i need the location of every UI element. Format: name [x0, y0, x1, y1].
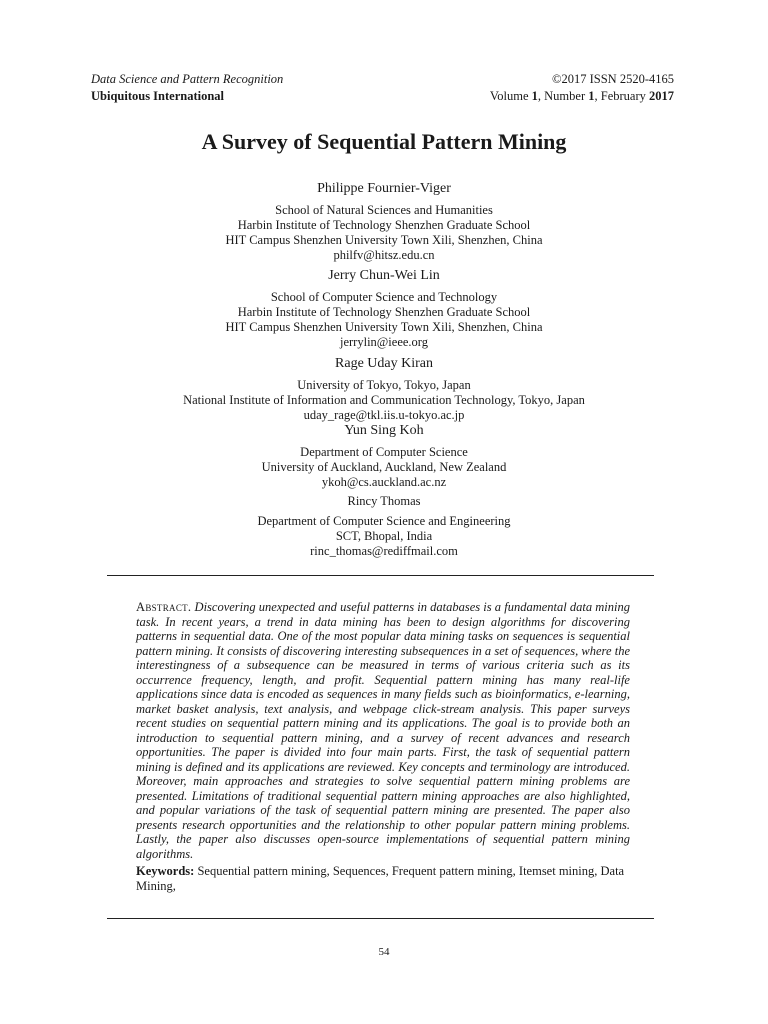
paper-title: A Survey of Sequential Pattern Mining [201, 129, 567, 154]
affiliation-line: Department of Computer Science [300, 445, 468, 459]
keywords-text: Sequential pattern mining, Sequences, Frequent pattern mining, Itemset mining, Data Mining, [136, 864, 625, 893]
author-affiliation [0, 378, 768, 423]
keywords-paragraph [136, 864, 630, 893]
journal-name: Data Science and Pattern Recognition [91, 72, 284, 86]
author-affiliation [0, 290, 768, 350]
author-affiliation [0, 445, 768, 490]
abstract-block [136, 600, 630, 893]
abstract-text: Discovering unexpected and useful patterns in databases is a fundamental data mining task. In recent years, a trend in data mining has been to design algorithms for discovering patterns in sequential data. One of the most popular data mining tasks on sequences is sequential pattern mining. It consists of discovering interesting subsequences in a set of sequences, where the interestingness of a subsequence can be measured in terms of various criteria such as its occurrence frequency, length, and profit. Sequential pattern mining has many real-life applications since data is encoded as sequences in many fields such as bioinformatics, e-learning, market basket analysis, text analysis, and webpage click-stream analysis. This paper surveys recent studies on sequential pattern mining and its applications. The goal is to provide both an introduction to sequential pattern mining, and a survey of recent advances and research opportunities. The paper is divided into four main parts. First, the task of sequential pattern mining is defined and its applications are reviewed. Key concepts and terminology are introduced. Moreover, main approaches and strategies to solve sequential pattern mining problems are presented. Limitations of traditional sequential pattern mining approaches are also highlighted, and popular variations of the task of sequential pattern mining are presented. The paper also presents research opportunities and the relationship to other popular pattern mining problems. Lastly, the paper also discusses open-source implementations of sequential pattern mining algorithms. [136, 600, 630, 861]
abstract-paragraph [136, 600, 630, 861]
affiliation-line: School of Natural Sciences and Humanities [275, 203, 493, 217]
affiliation-line: HIT Campus Shenzhen University Town Xili, Shenzhen, China [225, 320, 543, 334]
volume-number: 1 [531, 89, 538, 103]
volume-label: Volume [489, 89, 532, 103]
author-email: jerrylin@ieee.org [340, 335, 428, 349]
date-label: , February [594, 89, 649, 103]
author-affiliation [0, 514, 768, 559]
abstract-label: Abstract. [136, 600, 192, 614]
author-email: rinc_thomas@rediffmail.com [310, 544, 458, 558]
author-email: ykoh@cs.auckland.ac.nz [321, 475, 447, 489]
issue-number: 1 [588, 89, 595, 103]
affiliation-line: University of Tokyo, Tokyo, Japan [297, 378, 471, 392]
volume-info [490, 88, 674, 105]
affiliation-line: University of Auckland, Auckland, New Zealand [261, 460, 507, 474]
affiliation-line: SCT, Bhopal, India [335, 529, 433, 543]
author-name: Yun Sing Koh [344, 423, 424, 438]
author-name: Jerry Chun-Wei Lin [328, 268, 440, 283]
author-name: Rage Uday Kiran [335, 356, 433, 371]
copyright-issn: ©2017 ISSN 2520-4165 [551, 72, 674, 86]
affiliation-line: Harbin Institute of Technology Shenzhen Graduate School [237, 218, 531, 232]
page-number: 54 [378, 946, 390, 958]
keywords-label: Keywords: [136, 864, 195, 878]
bottom-divider [107, 918, 654, 919]
publisher-name: Ubiquitous International [91, 89, 225, 103]
author-name: Philippe Fournier-Viger [317, 181, 451, 196]
top-divider [107, 575, 654, 576]
author-affiliation [0, 203, 768, 263]
number-label: , Number [537, 89, 589, 103]
author-email: philfv@hitsz.edu.cn [333, 248, 435, 262]
affiliation-line: HIT Campus Shenzhen University Town Xili, Shenzhen, China [225, 233, 543, 247]
year: 2017 [649, 89, 674, 103]
author-name: Rincy Thomas [347, 494, 421, 508]
affiliation-line: National Institute of Information and Communication Technology, Tokyo, Japan [183, 393, 585, 407]
affiliation-line: School of Computer Science and Technology [270, 290, 498, 304]
affiliation-line: Harbin Institute of Technology Shenzhen Graduate School [237, 305, 531, 319]
author-email: uday_rage@tkl.iis.u-tokyo.ac.jp [303, 408, 465, 422]
affiliation-line: Department of Computer Science and Engineering [257, 514, 511, 528]
